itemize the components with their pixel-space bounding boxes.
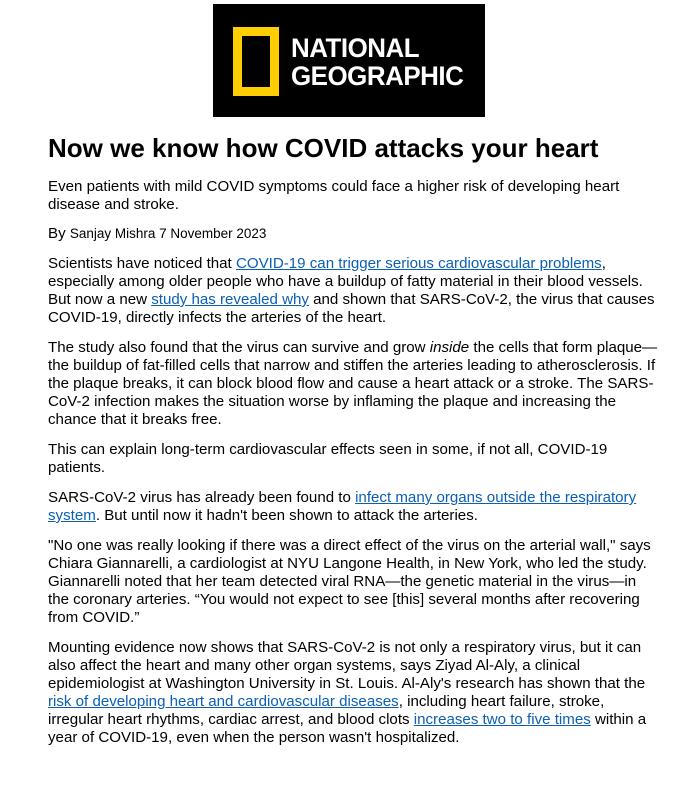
logo-line-1: NATIONAL (291, 33, 420, 63)
byline-prefix: By (48, 225, 66, 242)
paragraph-text: and shown that SARS-CoV-2, the virus that causes COVID-19, directly infects the arteries of the heart. (48, 291, 655, 326)
paragraph-5: "No one was really looking if there was a direct effect of the virus on the arterial wall," says Chiara Giannarelli, a cardiologist at NYU Langone Health, in New York, who led the study. Giannarelli noted that her team detected viral RNA—the genetic material in the virus—in the coronary arteries. “You would not expect to see [this] several months after recovering from COVID.” (48, 537, 651, 626)
national-geographic-logo (213, 4, 485, 117)
paragraph-text: Mounting evidence now shows that SARS-CoV-2 is not only a respiratory virus, but it can also affect the heart and many other organ systems, says Ziyad Al-Aly, a clinical epidemiologist at Washington University in St. Louis. Al-Aly's research has shown that the (48, 639, 646, 692)
paragraph-text: , including heart failure, stroke, irregular heart rhythms, cardiac arrest, and blood clots (48, 693, 605, 728)
paragraph-3: This can explain long-term cardiovascular effects seen in some, if not all, COVID-19 patients. (48, 441, 608, 476)
emphasis-text: inside (429, 339, 470, 356)
paragraph-text: . But until now it hadn't been shown to attack the arteries. (95, 507, 478, 524)
yellow-border-icon (233, 27, 279, 96)
paragraph-6 (48, 639, 658, 747)
article-body (48, 178, 658, 759)
article-subtitle: Even patients with mild COVID symptoms could face a higher risk of developing heart disease and stroke. (48, 178, 620, 213)
paragraph-1 (48, 255, 658, 327)
logo-wordmark (291, 34, 463, 90)
paragraph-text: The study also found that the virus can survive and grow (48, 339, 430, 356)
link-infect-organs[interactable]: infect many organs outside the respiratory system (48, 489, 637, 524)
byline (48, 225, 658, 243)
paragraph-text: Scientists have noticed that (48, 255, 236, 272)
paragraph-text: the cells that form plaque—the buildup of fat-filled cells that narrow and stiffen the arteries leading to atherosclerosis. If the plaque breaks, it can block blood flow and cause a heart attack or a stroke. The SARS-CoV-2 infection makes the situation worse by inflaming the plaque and increasing the chance that it breaks free. (48, 339, 658, 428)
link-increases-two-to-five-times[interactable]: increases two to five times (413, 711, 591, 728)
logo-line-2: GEOGRAPHIC (291, 61, 464, 91)
paragraph-text: , especially among older people who have a buildup of fatty material in their blood vessels. But now a new (48, 255, 643, 308)
link-study-revealed[interactable]: study has revealed why (151, 291, 309, 308)
paragraph-text: SARS-CoV-2 virus has already been found to (48, 489, 356, 506)
byline-author-date: Sanjay Mishra 7 November 2023 (69, 226, 267, 241)
link-covid-cardiovascular-problems[interactable]: COVID-19 can trigger serious cardiovascular problems (235, 255, 602, 272)
article-title: Now we know how COVID attacks your heart (48, 133, 599, 163)
paragraph-4 (48, 489, 658, 525)
paragraph-text: within a year of COVID-19, even when the person wasn't hospitalized. (48, 711, 647, 746)
link-risk-heart-diseases[interactable]: risk of developing heart and cardiovascular diseases (48, 693, 399, 710)
paragraph-2 (48, 339, 658, 429)
